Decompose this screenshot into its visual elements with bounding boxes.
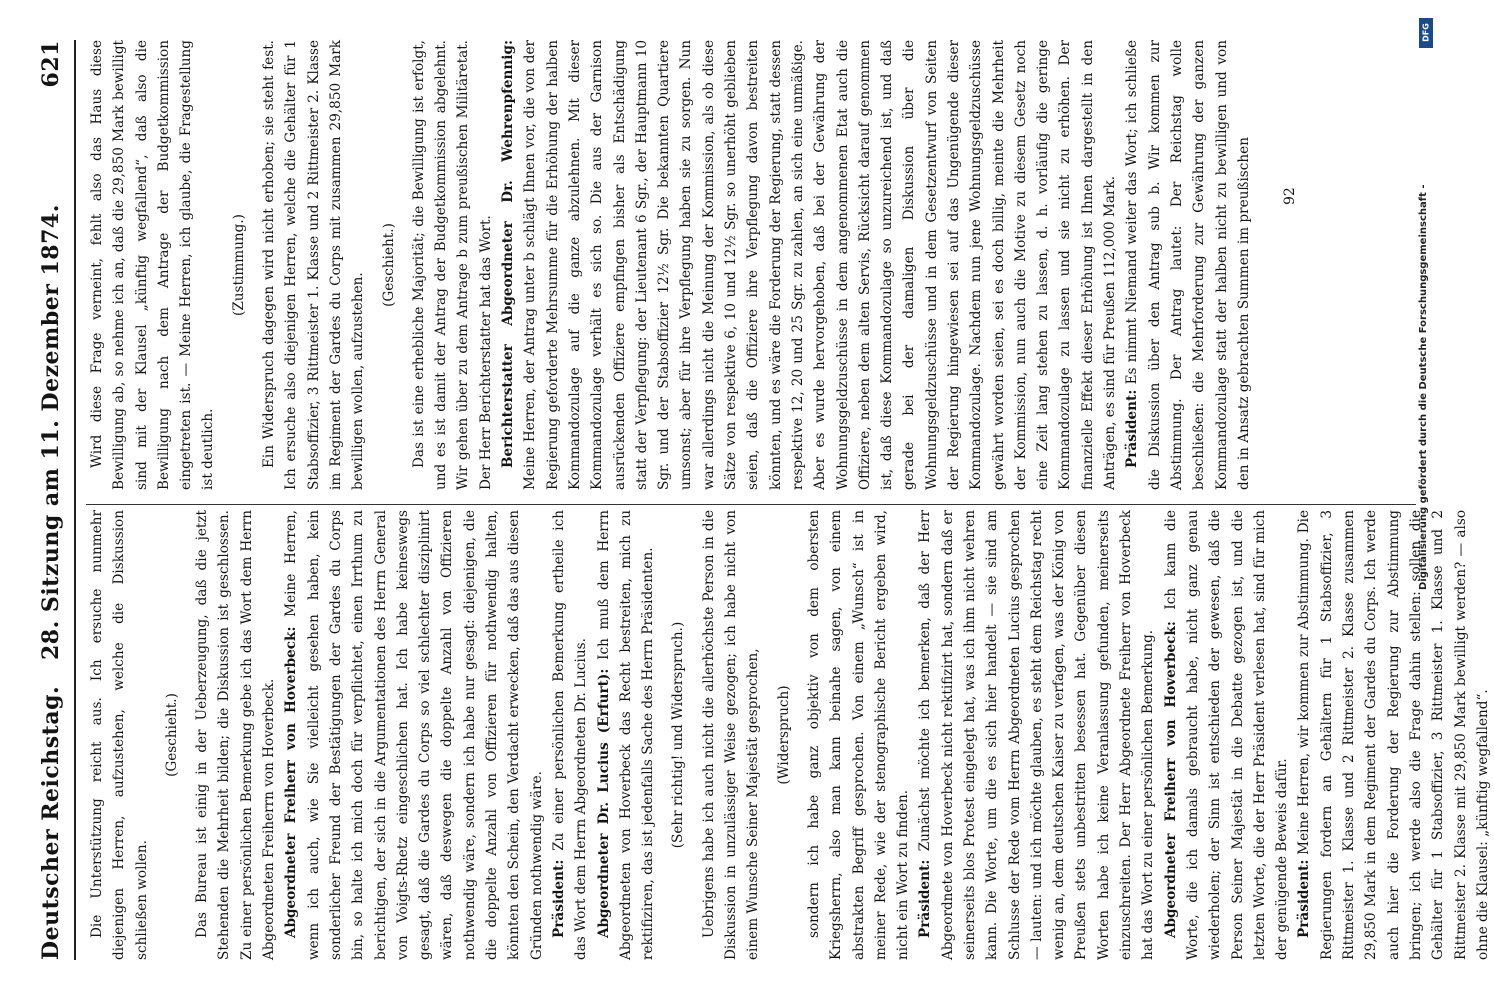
paragraph	[914, 510, 1159, 960]
paragraph	[593, 510, 660, 960]
stage-direction: (Widerspruch)	[775, 685, 792, 785]
stage-direction: (Geschieht.)	[163, 693, 180, 777]
column-divider	[86, 504, 1416, 505]
page-header	[30, 40, 70, 960]
paragraph-text: Ich kann die Worte, die ich damals gebraucht habe, nicht ganz genau wiederholen; der Sinn ist entschieden der gewesen, daß die Person Seiner Majestät in die Debatte gezogen ist, und die letzten Worte, die der Herr Präsident verlesen hat, sind für mich der genügende Beweis dafür.	[1162, 509, 1291, 960]
paragraph	[1160, 510, 1294, 960]
speaker-name: Präsident:	[550, 859, 567, 938]
speaker-name: Abgeordneter Freiherr von Hoverbeck:	[283, 626, 300, 938]
speaker-name: Abgeordneter Freiherr von Hoverbeck:	[1162, 621, 1179, 938]
paragraph	[86, 40, 220, 490]
page-number: 621	[38, 40, 64, 88]
speaker-name: Berichterstatter Abgeordneter Dr. Wehrenpfennig:	[500, 40, 517, 468]
paragraph-text: Das ist eine erhebliche Majorität; die Bewilligung ist erfolgt, und es ist damit der Antrag der Budgetkommission abgelehnt. Wir gehen über zu dem Antrage b zum preußischen Militäretat. Der Herr Berichterstatter hat das Wort.	[410, 40, 494, 490]
paragraph	[548, 510, 593, 960]
paragraph-text: Das Bureau ist einig in der Ueberzeugung, daß die jetzt Stehenden die Mehrheit bilden; die Diskussion ist geschlossen. Zu einer persönlichen Bemerkung gebe ich das Wort dem Herrn Abgeordneten Freiherrn von Hoverbeck.	[194, 510, 278, 960]
paragraph-text: Ich muß dem Herrn Abgeordneten von Hoverbeck das Recht bestreiten, mich zu rektifiziren, das ist jedenfalls Sache des Herrn Präsidenten.	[595, 510, 657, 960]
paragraph-text: Zu einer persönlichen Bemerkung ertheile ich das Wort dem Herrn Abgeordneten Dr. Lucius.	[550, 510, 590, 960]
paragraph-text: Es nimmt Niemand weiter das Wort; ich schließe die Diskussion über den Antrag sub b. Wir kommen zur Abstimmung. Der Antrag lautet: Der Reichstag wolle beschließen: die Mehrforderung zur Gewährung der ganzen Kommandozulage statt der halben nicht zu bewilligen und von den in Ansatz gebrachten Summen im preußischen	[1124, 39, 1252, 490]
paragraph-text: Meine Herren, wenn ich auch, wie Sie vielleicht gesehen haben, kein sonderlicher Freund der Bestätigungen der Gardes du Corps bin, so halte ich mich doch für verpflichtet, einen Irrthum zu berichtigen, der sich in die Argumentationen des Herrn General von Voigts-Rhetz eingeschlichen hat. Ich habe keineswegs gesagt, daß die Gardes du Corps so viel schlechter disziplinirt wären, daß deswegen die doppelte Anzahl von Offizieren nothwendig wäre, sondern ich habe nur gesagt: diejenigen, die die doppelte Anzahl von Offizieren für nothwendig halten, könnten den Schein, den Verdacht erwecken, daß das aus diesen Gründen nothwendig wäre.	[283, 510, 545, 960]
speaker-name: Präsident:	[917, 859, 934, 938]
paragraph	[258, 40, 369, 490]
paragraph	[280, 510, 548, 960]
publication-title: Deutscher Reichstag.	[38, 685, 64, 960]
stage-direction: (Zustimmung.)	[230, 214, 247, 316]
stage-direction: (Geschieht.)	[380, 223, 397, 307]
paragraph-text: Zunächst möchte ich bemerken, daß der Herr Abgeordnete von Hoverbeck nicht rektifizirt hat, sondern daß er seinerseits blos Protest eingelegt hat, was ich ihm nicht wehren kann. Die Worte, um die es sich hier handelt — sie sind am Schlusse der Rede vom Herrn Abgeordneten Lucius gesprochen — lauten: und ich möchte glauben, es steht dem Reichstag recht wenig an, dem deutschen Kaiser zu verfagen, was der König von Preußen stets unbestritten besessen hat. Gegenüber diesen Worten habe ich keine Veranlassung gefunden, meinerseits einzuschreiten. Der Herr Abgeordnete Freiherr von Hoverbeck hat das Wort zu einer persönlichen Bemerkung.	[917, 510, 1157, 960]
left-column	[86, 509, 1491, 960]
paragraph-text: Die Unterstützung reicht aus. Ich ersuche nunmehr diejenigen Herren, aufzustehen, welche die Diskussion schließen wollen.	[89, 510, 150, 960]
paragraph	[191, 510, 280, 960]
paragraph	[408, 40, 497, 490]
right-column	[86, 40, 1416, 490]
session-title: 28. Sitzung am 11. Dezember 1874.	[38, 204, 64, 660]
paragraph-text: Wird diese Frage verneint, fehlt also das Haus diese Bewilligung ab, so nehme ich an, daß die 29,850 Mark bewilligt sind mit der Klausel „künftig wegfallend“, daß also die Bewilligung nach dem Antrage der Budgetkommission eingetreten ist. — Meine Herren, ich glaube, die Fragestellung ist deutlich.	[89, 40, 217, 490]
digitization-note: Digitalisierung gefördert durch die Deutsche Forschungsgemeinschaft -	[1418, 184, 1429, 590]
speaker-name: Präsident:	[1124, 389, 1141, 468]
paragraph	[1293, 510, 1494, 960]
paragraph-text: Meine Herren, wir kommen zur Abstimmung. Die Regierungen fordern an Gehältern für 1 Stabsoffizier, 3 Rittmeister 1. Klasse und 2 Rittmeister 2. Klasse zusammen 29,850 Mark in dem Regiment der Gardes du Corps. Ich werde auch hier die Forderung der Regierung zur Abstimmung bringen; ich werde also die Frage dahin stellen: sollen die Gehälter für 1 Stabsoffizier, 3 Rittmeister 1. Klasse und 2 Rittmeister 2. Klasse mit 29,850 Mark bewilligt werden? — also ohne die Klausel: „künftig wegfallend“.	[1296, 510, 1491, 960]
paragraph	[497, 40, 1121, 490]
speaker-name: Abgeordneter Dr. Lucius (Erfurt):	[595, 668, 612, 938]
paragraph-text: Uebrigens habe ich auch nicht die allerhöchste Person in die Diskussion in unzulässiger Weise gezogen; ich habe nicht von einem Wunsche Seiner Majestät gesprochen,	[700, 510, 762, 960]
paragraph	[86, 510, 153, 960]
paragraph-text: sondern ich habe ganz objektiv von dem obersten Kriegsherrn, also man kann beinahe sagen, von einem abstrakten Begriff gesprochen. Von einem „Wunsch“ ist in meiner Rede, wie der stenographische Bericht ergeben wird, nicht ein Wort zu finden.	[805, 510, 912, 960]
stage-direction: (Sehr richtig! und Widerspruch.)	[670, 621, 687, 849]
paragraph	[698, 510, 765, 960]
paragraph-text: Ein Widerspruch dagegen wird nicht erhoben; sie steht fest. Ich ersuche also diejenigen Herren, welche die Gehälter für 1 Stabsoffizier, 3 Rittmeister 1. Klasse und 2 Rittmeister 2. Klasse im Regiment der Gardes du Corps mit zusammen 29,850 Mark bewilligen wollen, aufzustehen.	[261, 40, 367, 490]
signature-mark: 92	[1282, 187, 1298, 205]
paragraph	[1121, 40, 1255, 490]
dfg-logo: DFG	[1419, 18, 1433, 48]
paragraph	[803, 510, 914, 960]
speaker-name: Präsident:	[1296, 859, 1313, 938]
paragraph-text: Meine Herren, der Antrag unter b schlägt Ihnen vor, die von der Regierung geforderte Mehrsumme für die Erhöhung der halben Kommandozulage auf die ganze abzulehnen. Mit dieser Kommandozulage verhält es sich so. Die aus der Garnison ausrückenden Offiziere empfingen bisher als Entschädigung statt der Verpflegung: der Lieutenant 6 Sgr., der Hauptmann 10 Sgr. und der Stabsoffizier 12½ Sgr. Die bekannten Quartiere umsonst; aber für ihre Verpflegung haben sie zu sorgen. Nun war allerdings nicht die Meinung der Kommission, als ob diese Sätze von respektive 6, 10 und 12½ Sgr. so unerhöht geblieben seien, daß die Offiziere ihre Verpflegung davon bestreiten könnten, und es wäre die Forderung der Regierung, statt dessen respektive 12, 20 und 25 Sgr. zu zahlen, an sich eine unmäßige. Aber es wurde hervorgehoben, daß bei der Gewährung der Wohnungsgeldzuschüsse in dem angenommenen Etat auch die Offiziere, neben dem alten Servis, Rücksicht darauf genommen ist, daß diese Kommandozulage so unzureichend ist, und daß gerade bei der damaligen Diskussion über die Wohnungsgeldzuschüsse und in dem Gesetzentwurf von Seiten der Regierung hingewiesen sei auf das Ungenügende dieser Kommandozulage. Nachdem nun jene Wohnungsgeldzuschüsse gewährt worden seien, sei es doch billig, meinte die Mehrheit der Kommission, nun auch die Motive zu diesem Gesetz noch eine Zeit lang stehen zu lassen, d. h. vorläufig die geringe Kommandozulage zu lassen und sie nicht zu erhöhen. Der finanzielle Effekt dieser Erhöhung ist Ihnen dargestellt in den Anträgen, es sind für Preußen 112,000 Mark.	[522, 40, 1119, 490]
header-rule	[74, 40, 76, 960]
